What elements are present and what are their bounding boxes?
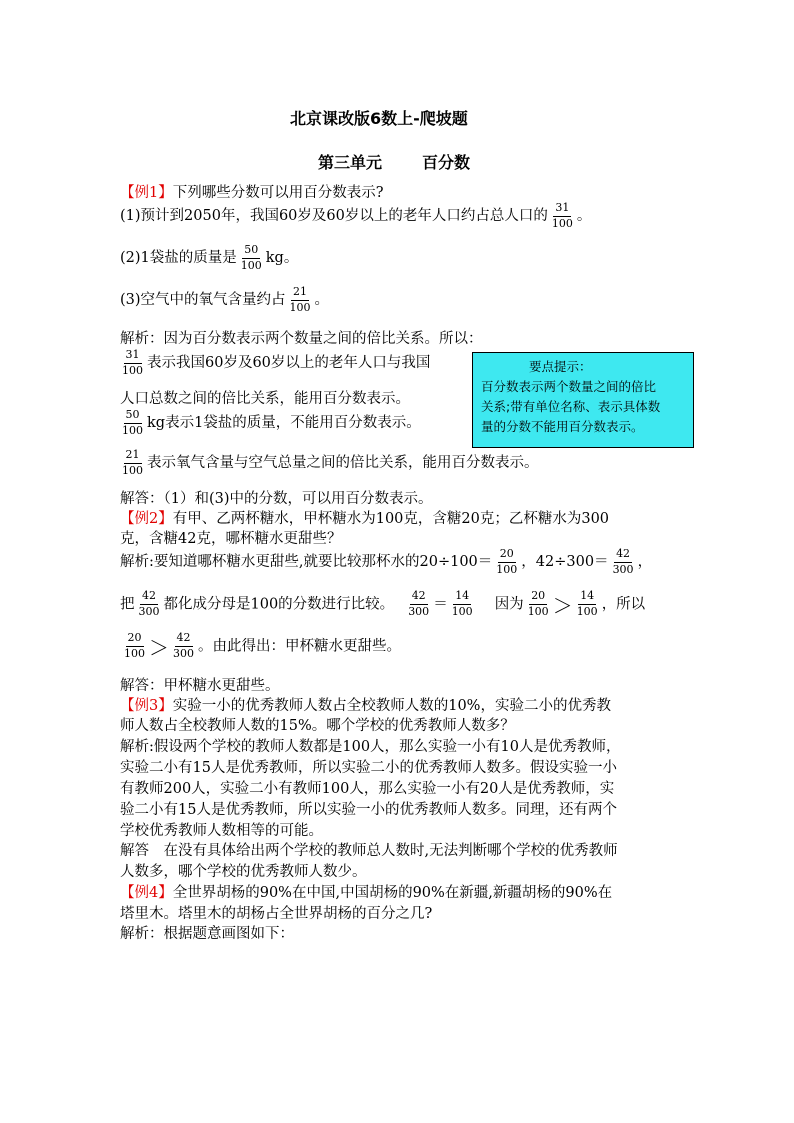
ex4-question-line1: 【例4】全世界胡杨的90%在中国,中国胡杨的90%在新疆,新疆胡杨的90%在 bbox=[120, 885, 613, 901]
fraction: $\frac{21}{100}$ bbox=[122, 448, 143, 477]
ex3-analysis-line: 学校优秀教师人数相等的可能。 bbox=[120, 823, 323, 839]
ex2-question-line2: 克，含糖42克，哪杯糖水更甜些？ bbox=[120, 531, 342, 547]
ex3-answer-line: 人数多，哪个学校的优秀教师人数少。 bbox=[120, 864, 367, 880]
ex2-answer: 解答：甲杯糖水更甜些。 bbox=[120, 678, 280, 694]
unit-name: 百分数 bbox=[422, 153, 471, 172]
ex3-analysis-line: 有教师200人，实验二小有教师100人，那么实验一小有20人是优秀教师，实 bbox=[120, 781, 615, 797]
ex4-tag: 【例4】 bbox=[120, 885, 173, 901]
fraction: $\frac{20}{100}$ bbox=[496, 547, 518, 576]
ex2-analysis-line2: 把 $\frac{42}{300}$ 都化成分母是100的分数进行比较。 $\frac{42}{300}$ ＝ $\frac{14}{100}$ 因为 $\frac{20}{100}$ ＞ $\frac{14}{100}$ ，所以 bbox=[120, 589, 646, 618]
ex1-item3: (3)空气中的氧气含量约占 $\frac{21}{100}$ 。 bbox=[120, 285, 330, 314]
ex1-question: 【例1】下列哪些分数可以用百分数表示? bbox=[120, 185, 384, 201]
fraction: $\frac{31}{100}$ bbox=[122, 348, 143, 377]
key-point-line: 百分数表示两个数量之间的倍比 bbox=[481, 379, 657, 394]
ex1-item1: (1)预计到2050年，我国60岁及60岁以上的老年人口约占总人口的 $\frac{31}{100}$ 。 bbox=[120, 201, 592, 230]
fraction: $\frac{20}{100}$ bbox=[124, 631, 145, 660]
document-title: 北京课改版6数上-爬坡题 bbox=[290, 109, 468, 128]
ex3-question-line1: 【例3】实验一小的优秀教师人数占全校教师人数的10%，实验二小的优秀教 bbox=[120, 698, 611, 714]
ex2-tag: 【例2】 bbox=[120, 511, 173, 527]
key-point-line: 量的分数不能用百分数表示。 bbox=[481, 419, 644, 434]
key-point-heading: 要点提示： bbox=[529, 359, 592, 374]
fraction: $\frac{50}{100}$ bbox=[122, 408, 143, 437]
ex3-tag: 【例3】 bbox=[120, 698, 173, 714]
key-point-box bbox=[472, 352, 694, 448]
fraction: $\frac{31}{100}$ bbox=[551, 201, 573, 230]
ex3-question-line2: 师人数占全校教师人数的15%。哪个学校的优秀教师人数多？ bbox=[120, 718, 515, 734]
fraction: $\frac{20}{100}$ bbox=[527, 589, 549, 618]
fraction: $\frac{50}{100}$ bbox=[240, 243, 262, 272]
ex3-analysis-line: 实验二小有15人是优秀教师，所以实验二小的优秀教师人数多。假设实验一小 bbox=[120, 760, 617, 776]
ex1-tag: 【例1】 bbox=[120, 185, 173, 201]
fraction: $\frac{14}{100}$ bbox=[451, 589, 473, 618]
key-point-line: 关系;带有单位名称、表示具体数 bbox=[481, 399, 661, 414]
ex2-analysis-line3: $\frac{20}{100}$ ＞ $\frac{42}{300}$ 。由此得出：甲杯糖水更甜些。 bbox=[124, 631, 401, 660]
ex4-analysis: 解析：根据题意画图如下： bbox=[120, 926, 294, 942]
ex2-analysis-line1: 解析:要知道哪杯糖水更甜些,就要比较那杯水的20÷100＝ $\frac{20}{100}$ ，42÷300＝ $\frac{42}{300}$ ， bbox=[120, 547, 653, 576]
ex3-analysis-line: 验二小有15人是优秀教师，所以实验一小的优秀教师人数多。同理，还有两个 bbox=[120, 802, 617, 818]
ex3-answer-line: 解答 在没有具体给出两个学校的教师总人数时,无法判断哪个学校的优秀教师 bbox=[120, 843, 618, 859]
ex4-question-line2: 塔里木。塔里木的胡杨占全世界胡杨的百分之几? bbox=[120, 906, 433, 922]
fraction: $\frac{42}{300}$ bbox=[138, 589, 160, 618]
ex2-question-line1: 【例2】有甲、乙两杯糖水，甲杯糖水为100克，含糖20克；乙杯糖水为300 bbox=[120, 511, 610, 527]
fraction: $\frac{42}{300}$ bbox=[612, 547, 634, 576]
ex1-item2: (2)1袋盐的质量是 $\frac{50}{100}$ kg。 bbox=[120, 243, 299, 272]
ex1-analysis-line2: $\frac{50}{100}$ kg表示1袋盐的质量，不能用百分数表示。 bbox=[122, 408, 421, 437]
unit-number: 第三单元 bbox=[318, 153, 383, 172]
fraction: $\frac{14}{100}$ bbox=[576, 589, 598, 618]
ex1-analysis-line1b: 人口总数之间的倍比关系，能用百分数表示。 bbox=[120, 391, 410, 407]
ex1-analysis: 解析：因为百分数表示两个数量之间的倍比关系。所以： bbox=[120, 331, 483, 347]
unit-heading bbox=[318, 150, 470, 173]
fraction: $\frac{42}{300}$ bbox=[408, 589, 430, 618]
ex3-analysis-line: 解析:假设两个学校的教师人数都是100人，那么实验一小有10人是优秀教师， bbox=[120, 739, 621, 755]
fraction: $\frac{21}{100}$ bbox=[289, 285, 311, 314]
ex1-answer: 解答：（1）和(3)中的分数，可以用百分数表示。 bbox=[120, 491, 433, 507]
ex1-analysis-line3: $\frac{21}{100}$ 表示氧气含量与空气总量之间的倍比关系，能用百分数表示。 bbox=[122, 448, 539, 477]
ex1-analysis-line1: $\frac{31}{100}$ 表示我国60岁及60岁以上的老年人口与我国 bbox=[122, 348, 431, 377]
fraction: $\frac{42}{300}$ bbox=[173, 631, 194, 660]
